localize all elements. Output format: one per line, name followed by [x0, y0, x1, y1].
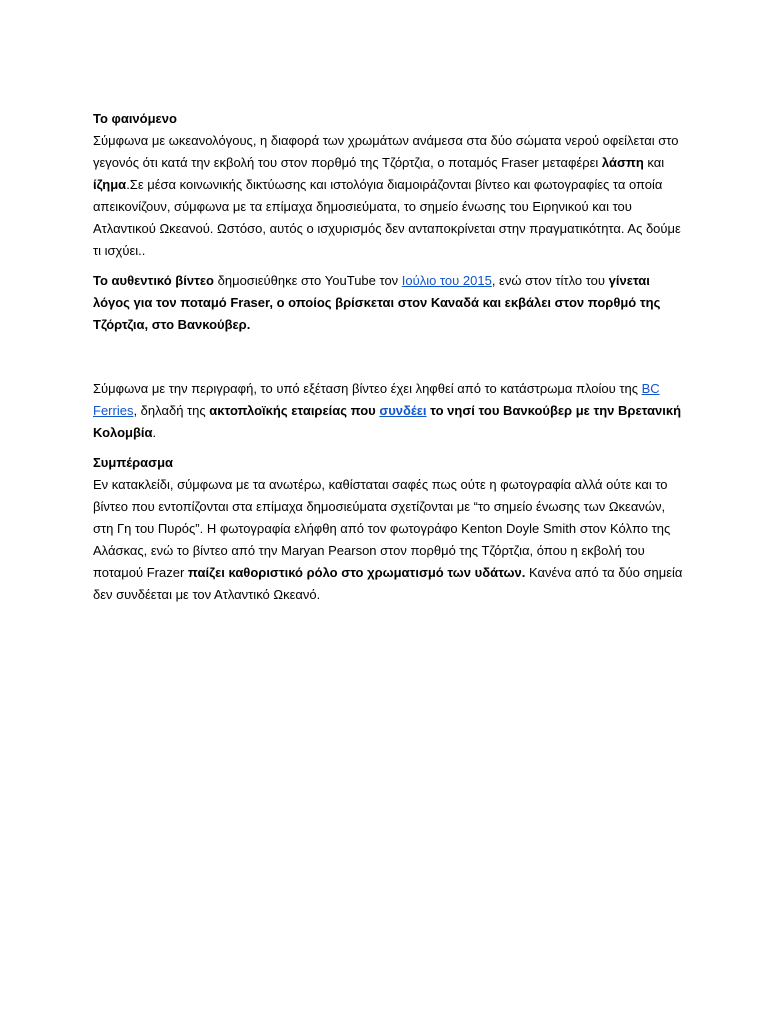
- article-body: [93, 108, 683, 606]
- section-heading-conclusion: Συμπέρασμα: [93, 455, 174, 470]
- paragraph-phenomenon: Σύμφωνα με ωκεανολόγους, η διαφορά των χρωμάτων ανάμεσα στα δύο σώματα νερού οφείλεται στο γεγονός ότι κατά την εκβολή του στον πορθμό της Τζόρτζια, ο ποταμός Fraser μεταφέρει λάσπη και ίζημα.Σε μέσα κοινωνικής δικτύωσης και ιστολόγια διαμοιράζονται βίντεο και φωτογραφίες τα οποία απεικονίζουν, σύμφωνα με τα επίμαχα δημοσιεύματα, το σημείο ένωσης του Ειρηνικού και του Ατλαντικού Ωκεανού. Ωστόσο, αυτός ο ισχυρισμός δεν ανταποκρίνεται στην πραγματικότητα. Ας δούμε τι ισχύει..: [93, 133, 681, 258]
- paragraph-bc-ferries: Σύμφωνα με την περιγραφή, το υπό εξέταση βίντεο έχει ληφθεί από το κατάστρωμα πλοίου της BC Ferries, δηλαδή της ακτοπλοϊκής εταιρείας που συνδέει το νησί του Βανκούβερ με την Βρετανική Κολομβία.: [93, 381, 682, 440]
- section-heading-phenomenon: Το φαινόμενο: [93, 111, 177, 126]
- paragraph-original-video: Το αυθεντικό βίντεο δημοσιεύθηκε στο YouTube τον Ιούλιο του 2015, ενώ στον τίτλο του γίνεται λόγος για τον ποταμό Fraser, ο οποίος βρίσκεται στον Καναδά και εκβάλει στον πορθμό της Τζόρτζια, στο Βανκούβερ.: [93, 273, 661, 332]
- paragraph-conclusion: Εν κατακλείδι, σύμφωνα με τα ανωτέρω, καθίσταται σαφές πως ούτε η φωτογραφία αλλά ούτε και το βίντεο που εντοπίζονται στα επίμαχα δημοσιεύματα σχετίζονται με “το σημείο ένωσης των Ωκεανών, στη Γη του Πυρός”. Η φωτογραφία ελήφθη από τον φωτογράφο Kenton Doyle Smith στον Κόλπο της Αλάσκας, ενώ το βίντεο από την Maryan Pearson στον πορθμό της Τζόρτζια, όπου η εκβολή του ποταμού Frazer παίζει καθοριστικό ρόλο στο χρωματισμό των υδάτων. Κανένα από τα δύο σημεία δεν συνδέεται με τον Ατλαντικό Ωκεανό.: [93, 477, 683, 602]
- link-july-2015[interactable]: Ιούλιο του 2015: [401, 273, 492, 288]
- link-bc-ferries[interactable]: BC Ferries: [93, 381, 660, 418]
- link-connects[interactable]: συνδέει: [379, 403, 427, 418]
